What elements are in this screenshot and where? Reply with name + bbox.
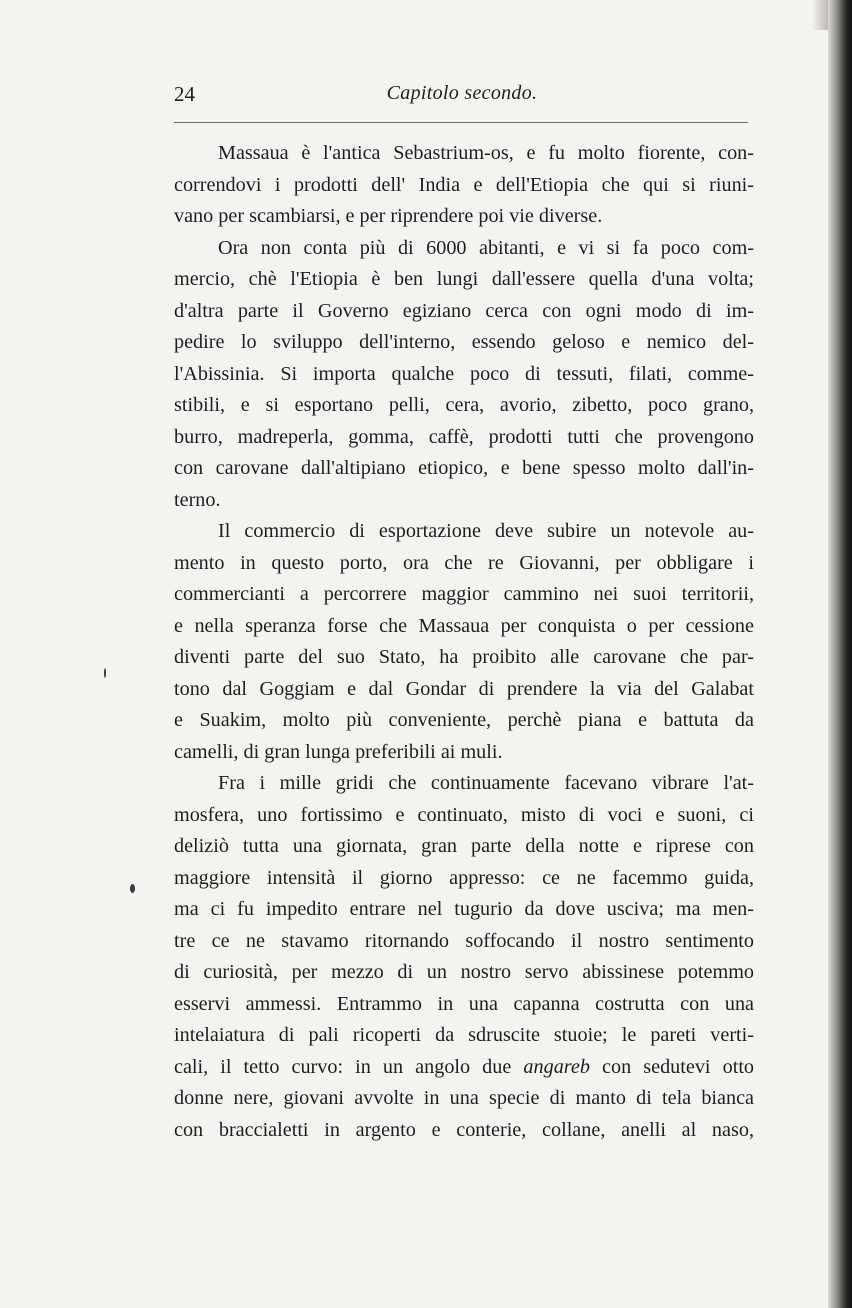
text-line: Ora non conta più di 6000 abitanti, e vi si fa poco com- (218, 236, 754, 259)
text-line: mercio, chè l'Etiopia è ben lungi dall'essere quella d'una volta; (174, 268, 754, 290)
page-edge-fold (812, 0, 828, 30)
text-line: burro, madreperla, gomma, caffè, prodotti tutti che provengono (174, 425, 754, 448)
page-number: 24 (174, 82, 195, 106)
text-line: commercianti a percorrere maggior cammino nei suoi territorii, (174, 583, 754, 605)
text-line: vano per scambiarsi, e per riprendere poi vie diverse. (174, 205, 603, 227)
text-line (174, 1052, 754, 1084)
text-line: di curiosità, per mezzo di un nostro servo abissinese potemmo (174, 961, 754, 983)
text-line: Massaua è l'antica Sebastrium-os, e fu molto fiorente, con- (218, 142, 754, 164)
italic-term: angareb (523, 1055, 590, 1078)
text-line: correndovi i prodotti dell' India e dell'Etiopia che qui si riuni- (174, 173, 754, 196)
text-line: tono dal Goggiam e dal Gondar di prendere la via del Galabat (174, 677, 754, 700)
text-line: tre ce ne stavamo ritornando soffocando il nostro sentimento (174, 929, 754, 952)
text-line: deliziò tutta una giornata, gran parte della notte e riprese con (174, 835, 754, 857)
header-rule (174, 122, 748, 123)
text-line: l'Abissinia. Si importa qualche poco di tessuti, filati, comme- (174, 362, 754, 385)
text-line: Fra i mille gridi che continuamente facevano vibrare l'at- (218, 772, 754, 794)
page-header (174, 82, 750, 118)
running-title: Capitolo secondo. (386, 82, 538, 104)
text-line: maggiore intensità il giorno appresso: ce ne facemmo guida, (174, 866, 754, 889)
text-segment: cali, il tetto curvo: in un angolo due (174, 1055, 512, 1078)
text-segment: con sedutevi otto (602, 1055, 755, 1078)
text-line: pedire lo sviluppo dell'interno, essendo geloso e nemico del- (174, 331, 754, 353)
text-line: d'altra parte il Governo egiziano cerca con ogni modo di im- (174, 299, 754, 322)
text-line: mosfera, uno fortissimo e continuato, misto di voci e suoni, ci (174, 803, 754, 826)
text-line: esservi ammessi. Entrammo in una capanna costrutta con una (174, 992, 754, 1015)
text-line: e nella speranza forse che Massaua per conquista o per cessione (174, 614, 754, 637)
text-line: con braccialetti in argento e conterie, collane, anelli al naso, (174, 1118, 754, 1141)
text-line: stibili, e si esportano pelli, cera, avorio, zibetto, poco grano, (174, 394, 754, 416)
text-line: ma ci fu impedito entrare nel tugurio da dove usciva; ma men- (174, 898, 754, 920)
text-line: Il commercio di esportazione deve subire un notevole au- (218, 520, 754, 542)
text-line: con carovane dall'altipiano etiopico, e bene spesso molto dall'in- (174, 457, 754, 479)
text-line: e Suakim, molto più conveniente, perchè piana e battuta da (174, 709, 754, 731)
text-line: intelaiatura di pali ricoperti da sdruscite stuoie; le pareti verti- (174, 1024, 754, 1046)
print-speck (104, 668, 106, 678)
body-text (174, 138, 754, 1146)
text-line: camelli, di gran lunga preferibili ai muli. (174, 740, 503, 763)
text-line: mento in questo porto, ora che re Giovanni, per obbligare i (174, 551, 754, 574)
text-line: terno. (174, 488, 221, 511)
page-edge-shadow (828, 0, 852, 1308)
text-line: donne nere, giovani avvolte in una specie di manto di tela bianca (174, 1087, 754, 1109)
print-speck (130, 884, 135, 893)
text-line: diventi parte del suo Stato, ha proibito alle carovane che par- (174, 646, 754, 668)
